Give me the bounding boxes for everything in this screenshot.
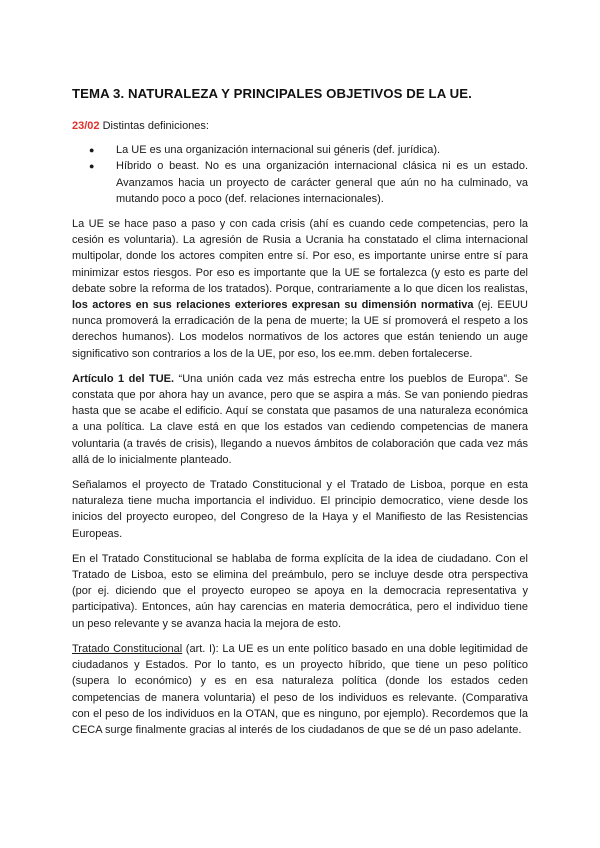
list-item <box>89 158 528 207</box>
definitions-list <box>72 142 528 207</box>
list-item-text: La UE es una organización internacional sui géneris (def. jurídica). <box>116 144 441 157</box>
intro-text: Distintas definiciones: <box>99 120 209 132</box>
paragraph-crisis <box>72 216 528 362</box>
list-item <box>89 142 528 158</box>
paragraph-text: (art. I): La UE es un ente político basado en una doble legitimidad de ciudadanos y Estados. Por lo tanto, es un proyecto híbrido, que tiene un peso político (supera lo económico) y es en esa naturaleza política (donde los estados ceden competencias de manera voluntaria) el peso de los individuos es relevante. (Comparativa con el peso de los individuos en la OTAN, que es ninguno, por ejemplo). Recordemos que la CECA surge finalmente gracias al interés de los ciudadanos de que se dé un paso adelante. <box>72 642 528 736</box>
paragraph-treaties: Señalamos el proyecto de Tratado Constitucional y el Tratado de Lisboa, porque en esta naturaleza tiene mucha importancia el individuo. El principio democratico, viene desde los inicios del proyecto europeo, del Congreso de la Haya y el Manifiesto de las Resistencias Europeas. <box>72 479 528 540</box>
bullet-icon: ● <box>89 145 95 156</box>
paragraph-text: (ej. EEUU nunca promoverá la erradicación de la pena de muerte; la UE sí promoverá el respeto a los derechos humanos). Los modelos normativos de los actores que están teniendo un auge significativo son contrarios a los de la UE, por eso, los ee.mm. deben fortalecerse. <box>72 299 528 360</box>
emphasis-text: los actores en sus relaciones exteriores expresan su dimensión normativa <box>72 299 474 312</box>
paragraph-text: La UE se hace paso a paso y con cada crisis (ahí es cuando cede competencias, pero la cesión es voluntaria). La agresión de Rusia a Ucrania ha constatado el clima internacional multipolar, donde los actores compiten entre sí. Por eso, es importante unirse entre sí para minimizar estos riesgos. Por eso es importante que la UE se fortalezca (y esto es parte del debate sobre la reforma de los tratados). Porque, contrariamente a lo que dicen los realistas, <box>72 218 528 295</box>
bullet-icon: ● <box>89 161 95 172</box>
intro-line <box>72 118 528 134</box>
treaty-heading: Tratado Constitucional <box>72 642 183 655</box>
page-title: TEMA 3. NATURALEZA Y PRINCIPALES OBJETIVOS DE LA UE. <box>72 86 472 101</box>
paragraph-citizen: En el Tratado Constitucional se hablaba de forma explícita de la idea de ciudadano. Con el Tratado de Lisboa, esto se elimina del preámbulo, pero se incluye desde otra perspectiva (por ej. diciendo que el proyecto europeo se apoya en la democracia representativa y participativa). Entonces, aún hay carencias en materia democrática, pero el individuo tiene un peso relevante y se avanza hacia la mejora de esto. <box>72 552 528 630</box>
article-heading: Artículo 1 del TUE. <box>72 372 175 385</box>
list-item-text: Híbrido o beast. No es una organización internacional clásica ni es un estado. Avanzamos hacia un proyecto de carácter general que aún no ha culminado, va mutando poco a poco (def. relaciones internacionales). <box>116 160 528 205</box>
paragraph-constitutional-treaty <box>72 641 528 738</box>
paragraph-article-1 <box>72 371 528 468</box>
paragraph-text: “Una unión cada vez más estrecha entre los pueblos de Europa”. Se constata que por ahora hay un avance, pero que se aspira a más. Se van poniendo piedras hasta que se acabe el edificio. Aquí se constata que pasamos de una naturaleza económica a una política. La clave está en que los estados van cediendo competencias de manera voluntaria (a través de crisis), llegando a nuevos ámbitos de colaboración que cada vez más allá de lo inicialmente planteado. <box>72 372 529 466</box>
lecture-date: 23/02 <box>72 120 100 132</box>
